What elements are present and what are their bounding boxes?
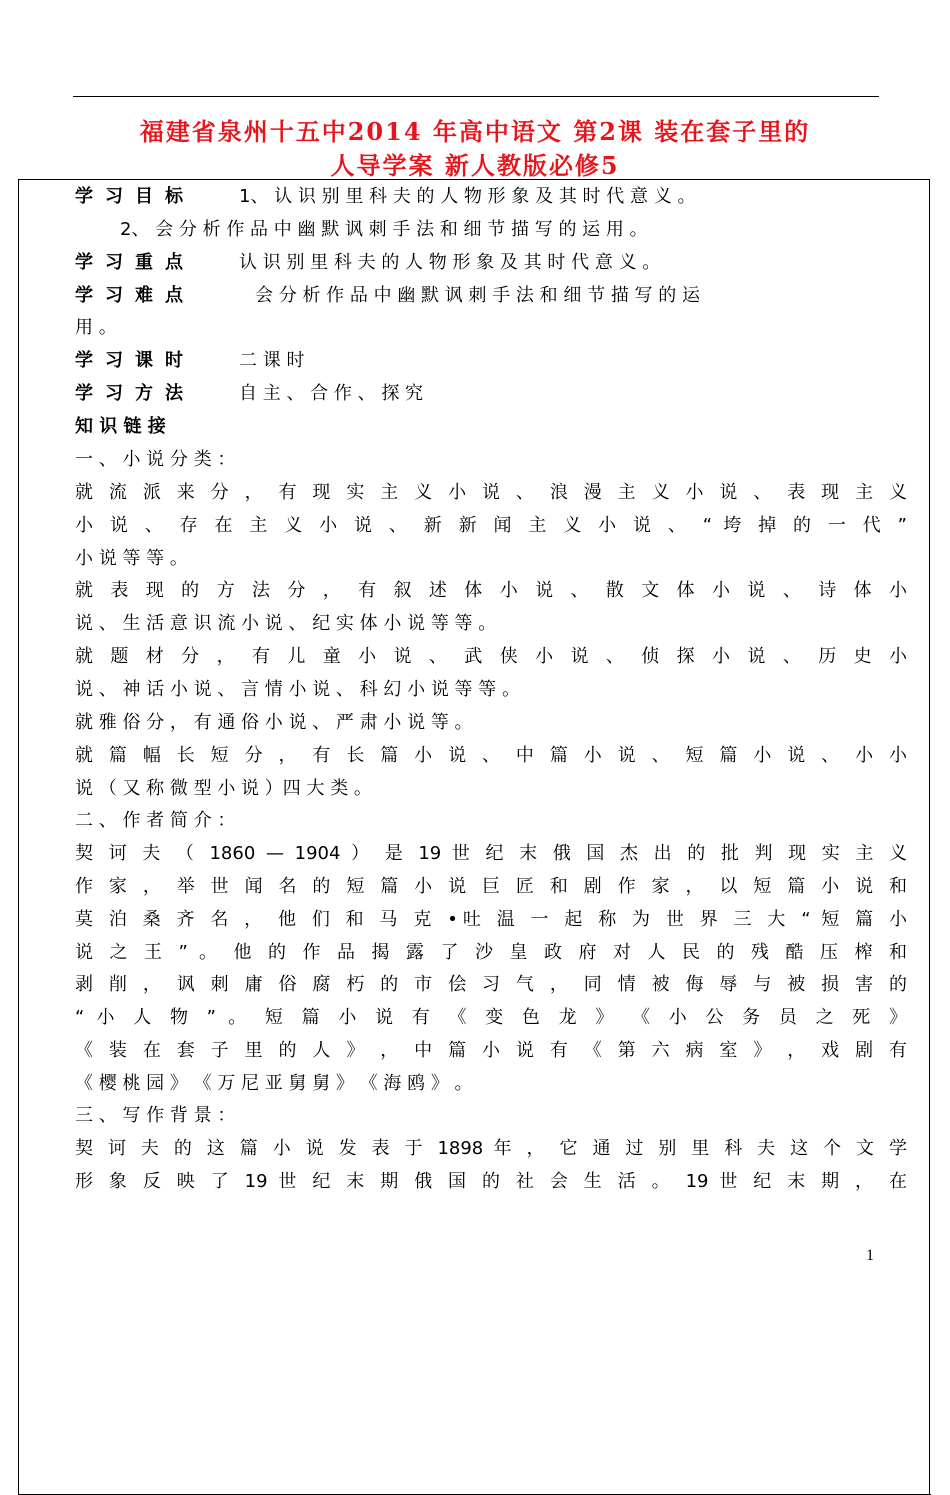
label-class-hours: 学习课时 [75, 350, 195, 371]
section-3-heading: 三 、 写 作 背 景 ： [75, 1105, 236, 1126]
label-learning-goal: 学习目标 [75, 186, 195, 207]
line-difficulty-cont: 用 。 [75, 317, 117, 338]
method-text: 自 主 、 合 作 、 探 究 [239, 383, 424, 404]
text-line: 形 象 反 映 了 19 世 纪 末 期 俄 国 的 社 会 生 活 。 19 世 纪 末 期 ， 在 [75, 1171, 907, 1192]
page-number: 1 [866, 1247, 874, 1264]
text-line: 说 之 王 ” 。 他 的 作 品 揭 露 了 沙 皇 政 府 对 人 民 的 残 酷 压 榨 和 [75, 942, 907, 963]
text-line: 说 、 生 活 意 识 流 小 说 、 纪 实 体 小 说 等 等 。 [75, 613, 497, 634]
text-line: 就 篇 幅 长 短 分 ， 有 长 篇 小 说 、 中 篇 小 说 、 短 篇 小 说 、 小 小 [75, 745, 907, 766]
text-line: 说 、 神 话 小 说 、 言 情 小 说 、 科 幻 小 说 等 等 。 [75, 679, 520, 700]
text-line: 就 流 派 来 分 ， 有 现 实 主 义 小 说 、 浪 漫 主 义 小 说 、 表 现 主 义 [75, 482, 907, 503]
text-line: 小 说 等 等 。 [75, 548, 188, 569]
section-2-heading: 二 、 作 者 简 介 ： [75, 810, 236, 831]
document-title-line-2: 人导学案 新人教版必修5 [330, 151, 620, 180]
learning-goal-text: 1、 认 识 别 里 科 夫 的 人 物 形 象 及 其 时 代 意 义 。 [239, 186, 696, 207]
line-learning-goal-2: 2、 会 分 析 作 品 中 幽 默 讽 刺 手 法 和 细 节 描 写 的 运 用 。 [120, 219, 648, 240]
line-difficulty [75, 280, 907, 312]
section-1-heading: 一 、 小 说 分 类 ： [75, 449, 236, 470]
text-line: 《 樱 桃 园 》 《 万 尼 亚 舅 舅 》 《 海 鸥 》 。 [75, 1073, 473, 1094]
text-line: 莫 泊 桑 齐 名 ， 他 们 和 马 克 •吐 温 一 起 称 为 世 界 三 大 “ 短 篇 小 [75, 909, 907, 930]
text-line: 剥 削 ， 讽 刺 庸 俗 腐 朽 的 市 侩 习 气 ， 同 情 被 侮 辱 与 被 损 害 的 [75, 974, 907, 995]
key-point-text: 认 识 别 里 科 夫 的 人 物 形 象 及 其 时 代 意 义 。 [239, 252, 661, 273]
label-method: 学习方法 [75, 383, 195, 404]
line-key-point [75, 247, 907, 279]
text-line: 契 诃 夫 （ 1860 — 1904 ） 是 19 世 纪 末 俄 国 杰 出 的 批 判 现 实 主 义 [75, 843, 907, 864]
text-line: 契 诃 夫 的 这 篇 小 说 发 表 于 1898 年 ， 它 通 过 别 里 科 夫 这 个 文 学 [75, 1138, 907, 1159]
label-difficulty: 学习难点 [75, 285, 195, 306]
line-learning-goal [75, 181, 907, 213]
text-line: “ 小 人 物 ” 。 短 篇 小 说 有 《 变 色 龙 》 《 小 公 务 员 之 死 》 [75, 1007, 907, 1028]
knowledge-link-heading: 知 识 链 接 [75, 416, 166, 437]
text-line: 说 （ 又 称 微 型 小 说 ）四 大 类 。 [75, 778, 372, 799]
text-line: 就 雅 俗 分 ， 有 通 俗 小 说 、 严 肃 小 说 等 。 [75, 712, 473, 733]
text-line: 就 题 材 分 ， 有 儿 童 小 说 、 武 侠 小 说 、 侦 探 小 说 、 历 史 小 [75, 646, 907, 667]
header-rule [73, 96, 879, 97]
text-line: 就 表 现 的 方 法 分 ， 有 叙 述 体 小 说 、 散 文 体 小 说 、 诗 体 小 [75, 580, 907, 601]
text-line: 作 家 ， 举 世 闻 名 的 短 篇 小 说 巨 匠 和 剧 作 家 ， 以 短 篇 小 说 和 [75, 876, 907, 897]
line-method [75, 378, 907, 410]
document-title-line-1: 福建省泉州十五中2014 年高中语文 第2课 装在套子里的 [139, 117, 811, 146]
label-key-point: 学习重点 [75, 252, 195, 273]
line-class-hours [75, 345, 907, 377]
difficulty-text: 会 分 析 作 品 中 幽 默 讽 刺 手 法 和 细 节 描 写 的 运 [255, 285, 700, 306]
class-hours-text: 二 课 时 [239, 350, 305, 371]
text-line: 小 说 、 存 在 主 义 小 说 、 新 新 闻 主 义 小 说 、 “ 垮 掉 的 一 代 ” [75, 515, 907, 536]
text-line: 《 装 在 套 子 里 的 人 》 ， 中 篇 小 说 有 《 第 六 病 室 》 ， 戏 剧 有 [75, 1040, 907, 1061]
